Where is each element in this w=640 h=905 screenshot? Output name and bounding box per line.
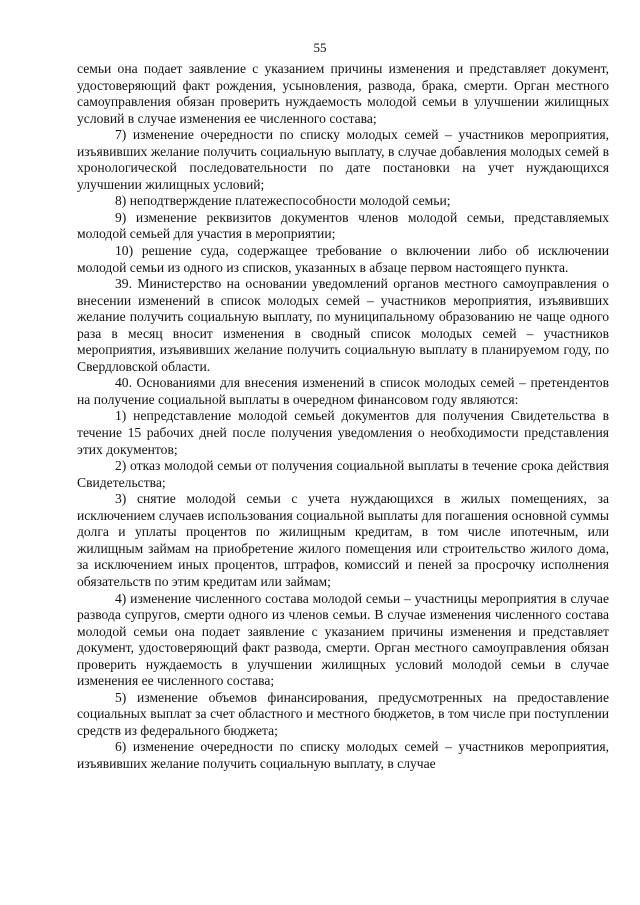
page-number: 55 [313,40,327,55]
paragraph-clause-40-item-3: 3) снятие молодой семьи с учета нуждающихся в жилых помещениях, за исключением случаев использования социальной выплаты для погашения основной суммы долга и уплаты процентов по жилищным кредитам, в том числе ипотечным, или жилищным займам на приобретение жилого помещения или строительство жилого дома, за исключением иных процентов, штрафов, комиссий и пеней за просрочку исполнения обязательств по этим кредитам или займам; [77,491,609,589]
paragraph-clause-40: 40. Основаниями для внесения изменений в список молодых семей – претендентов на получение социальной выплаты в очередном финансовом году являются: [77,375,609,407]
paragraph-item-9: 9) изменение реквизитов документов членов молодой семьи, представляемых молодой семьей для участия в мероприятии; [77,209,609,242]
paragraph-continuation: семьи она подает заявление с указанием причины изменения и представляет документ, удостоверяющий факт рождения, усыновления, развода, брака, смерти. Орган местного самоуправления обязан проверить нуждаемость молодой семьи в улучшении жилищных условий в случае изменения ее численного состава; [77,61,609,126]
paragraph-clause-40-item-4: 4) изменение численного состава молодой семьи – участницы мероприятия в случае развода супругов, смерти одного из членов семьи. В случае изменения численного состава молодой семьи она подает заявление с указанием причины изменения и представляет документ, удостоверяющий факт развода, смерти. Орган местного самоуправления обязан проверить нуждаемость в улучшении жилищных условий молодой семьи в случае изменения ее численного состава; [77,590,609,689]
paragraph-item-10: 10) решение суда, содержащее требование о включении либо об исключении молодой семьи из одного из списков, указанных в абзаце первом настоящего пункта. [77,243,609,275]
paragraph-item-7: 7) изменение очередности по списку молодых семей – участников мероприятия, изъявивших желание получить социальную выплату, в случае добавления молодых семей в хронологической последовательности по дате постановки на учет нуждающихся улучшении жилищных условий; [77,127,609,192]
document-body [77,61,609,773]
paragraph-item-8: 8) неподтверждение платежеспособности молодой семьи; [115,193,451,209]
paragraph-clause-39: 39. Министерство на основании уведомлений органов местного самоуправления о внесении изменений в список молодых семей – участников мероприятия, изъявивших желание получить социальную выплату, по муниципальному образованию не чаще одного раза в месяц вносит изменения в сводный список молодых семей – участников мероприятия, изъявивших желание получить социальную выплату в планируемом году, по Свердловской области. [77,276,609,374]
paragraph-clause-40-item-1: 1) непредставление молодой семьей документов для получения Свидетельства в течение 15 рабочих дней после получения уведомления о необходимости представления этих документов; [77,408,609,457]
paragraph-clause-40-item-6: 6) изменение очередности по списку молодых семей – участников мероприятия, изъявивших желание получить социальную выплату, в случае [77,739,609,771]
paragraph-clause-40-item-5: 5) изменение объемов финансирования, предусмотренных на предоставление социальных выплат за счет областного и местного бюджетов, в том числе при поступлении средств из федерального бюджета; [77,689,609,738]
paragraph-clause-40-item-2: 2) отказ молодой семьи от получения социальной выплаты в течение срока действия Свидетельства; [77,458,609,490]
